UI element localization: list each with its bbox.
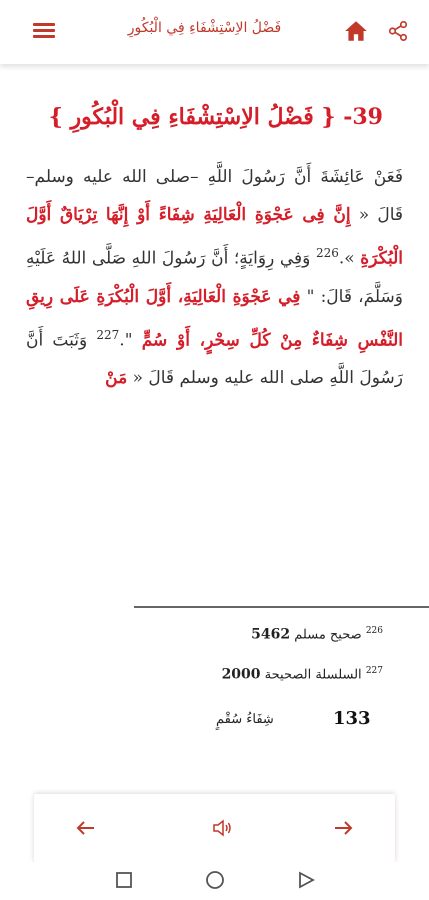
reader-navigation-bar — [34, 794, 395, 862]
arrow-right-icon[interactable] — [331, 816, 355, 840]
home-icon[interactable] — [343, 18, 369, 44]
body-text-segment: ». — [338, 248, 361, 269]
chapter-heading: 39- { فَضْلُ الاِسْتِشْفَاءِ فِي الْبُكُورِ } — [48, 104, 383, 130]
page-footer — [0, 708, 429, 738]
footnote-ref-number: 5462 — [251, 626, 291, 643]
footnote-ref-number: 2000 — [221, 666, 261, 683]
share-icon[interactable] — [387, 20, 409, 42]
footnote-divider — [134, 606, 429, 608]
footnote-number: 226 — [365, 626, 383, 636]
triangle-icon[interactable] — [296, 870, 316, 890]
hadith-quote-1: إِنَّ فِى عَجْوَةِ الْعَالِيَةِ شِفَاءً أَوْ إِنَّهَا تِرْيَاقٌ أَوَّلَ الْبُكْرَةِ — [26, 205, 403, 269]
body-text-segment: وَفِي رِوَايَةٍ؛ أَنَّ رَسُولَ اللهِ صَلَّى اللهُ عَلَيْهِ وَسَلَّمَ، قَالَ: " — [26, 248, 403, 307]
arrow-left-icon[interactable] — [74, 816, 98, 840]
top-app-bar — [0, 0, 429, 64]
footnote-number: 227 — [365, 666, 383, 676]
footnote-227 — [222, 666, 383, 682]
menu-icon[interactable] — [33, 20, 55, 42]
footnote-text: صحيح مسلم — [294, 627, 362, 643]
circle-icon[interactable] — [205, 870, 225, 890]
hadith-quote-2: فِي عَجْوَةِ الْعَالِيَةِ، أَوَّلَ الْبُكْرَةِ عَلَى رِيقِ النَّفْسِ شِفَاءٌ مِنْ كُلِّ سِحْرٍ، أَوْ سُمٍّ — [26, 286, 403, 351]
speaker-icon[interactable] — [210, 816, 234, 840]
system-navigation-bar — [0, 862, 429, 900]
footnote-ref-227[interactable]: 227 — [96, 327, 120, 342]
page-name: شِفَاءُ سُقْمٍ — [216, 712, 274, 727]
body-text-segment: ". — [119, 330, 142, 351]
page-number: 133 — [333, 708, 371, 729]
body-text-segment: فَعَنْ عَائِشَةَ أَنَّ رَسُولَ اللَّهِ –صلى الله عليه وسلم– قَالَ « — [26, 167, 403, 225]
chapter-body-text — [26, 158, 403, 397]
footnote-text: السلسلة الصحيحة — [264, 667, 362, 683]
footnote-ref-226[interactable]: 226 — [315, 246, 339, 260]
square-icon[interactable] — [114, 870, 134, 890]
hadith-quote-3: مَنْ — [105, 368, 128, 389]
app-bar-title: فَضْلُ الاِسْتِشْفَاءِ فِي الْبُكُورِ — [127, 20, 282, 36]
body-text-segment: وَثَبَتَ أَنَّ رَسُولَ اللَّهِ صلى الله عليه وسلم قَالَ « — [26, 330, 403, 389]
footnote-226 — [251, 626, 383, 642]
